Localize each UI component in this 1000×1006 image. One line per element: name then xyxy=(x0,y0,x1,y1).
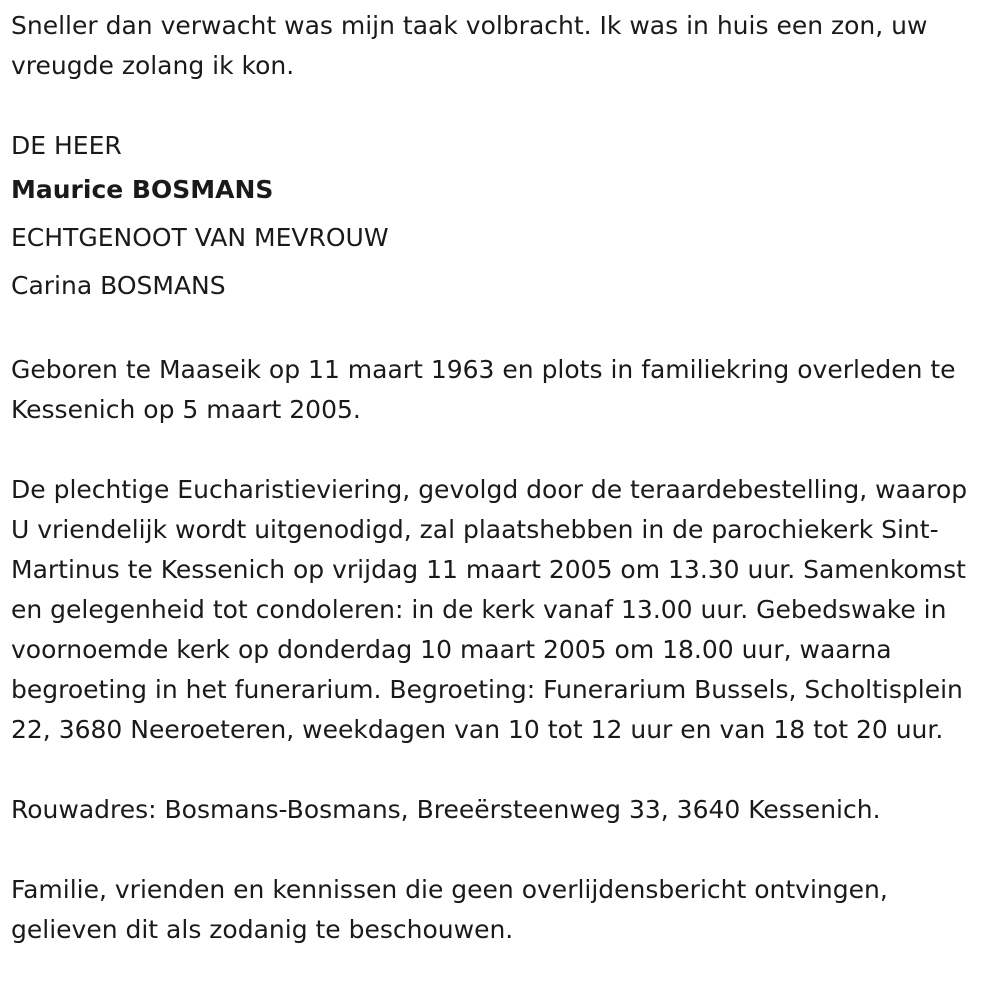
spouse-name: Carina BOSMANS xyxy=(11,271,226,300)
intro-verse: Sneller dan verwacht was mijn taak volbracht. Ik was in huis een zon, uw vreugde zolang ik kon. xyxy=(11,11,928,80)
spacer xyxy=(11,310,991,350)
mourning-address: Rouwadres: Bosmans-Bosmans, Breeërsteenweg 33, 3640 Kessenich. xyxy=(11,795,881,824)
closing-paragraph: Familie, vrienden en kennissen die geen overlijdensbericht ontvingen, gelieven dit als zodanig te beschouwen. xyxy=(11,875,888,944)
birth-death-paragraph: Geboren te Maaseik op 11 maart 1963 en plots in familiekring overleden te Kessenich op 5 maart 2005. xyxy=(11,355,956,424)
spacer xyxy=(11,830,991,870)
spacer xyxy=(11,86,991,126)
ceremony-paragraph: De plechtige Eucharistieviering, gevolgd door de teraardebestelling, waarop U vriendelijk wordt uitgenodigd, zal plaatshebben in de parochiekerk Sint-Martinus te Kessenich op vrijdag 11 maart 2005 om 13.30 uur. Samenkomst en gelegenheid tot condoleren: in de kerk vanaf 13.00 uur. Gebedswake in voornoemde kerk op donderdag 10 maart 2005 om 18.00 uur, waarna begroeting in het funerarium. Begroeting: Funerarium Bussels, Scholtisplein 22, 3680 Neeroeteren, weekdagen van 10 tot 12 uur en van 18 tot 20 uur. xyxy=(11,475,968,744)
obituary-document xyxy=(11,6,991,950)
spouse-label: ECHTGENOOT VAN MEVROUW xyxy=(11,223,389,252)
deceased-name: Maurice BOSMANS xyxy=(11,175,274,204)
spacer xyxy=(11,430,991,470)
title-line: DE HEER xyxy=(11,131,122,160)
spacer xyxy=(11,750,991,790)
